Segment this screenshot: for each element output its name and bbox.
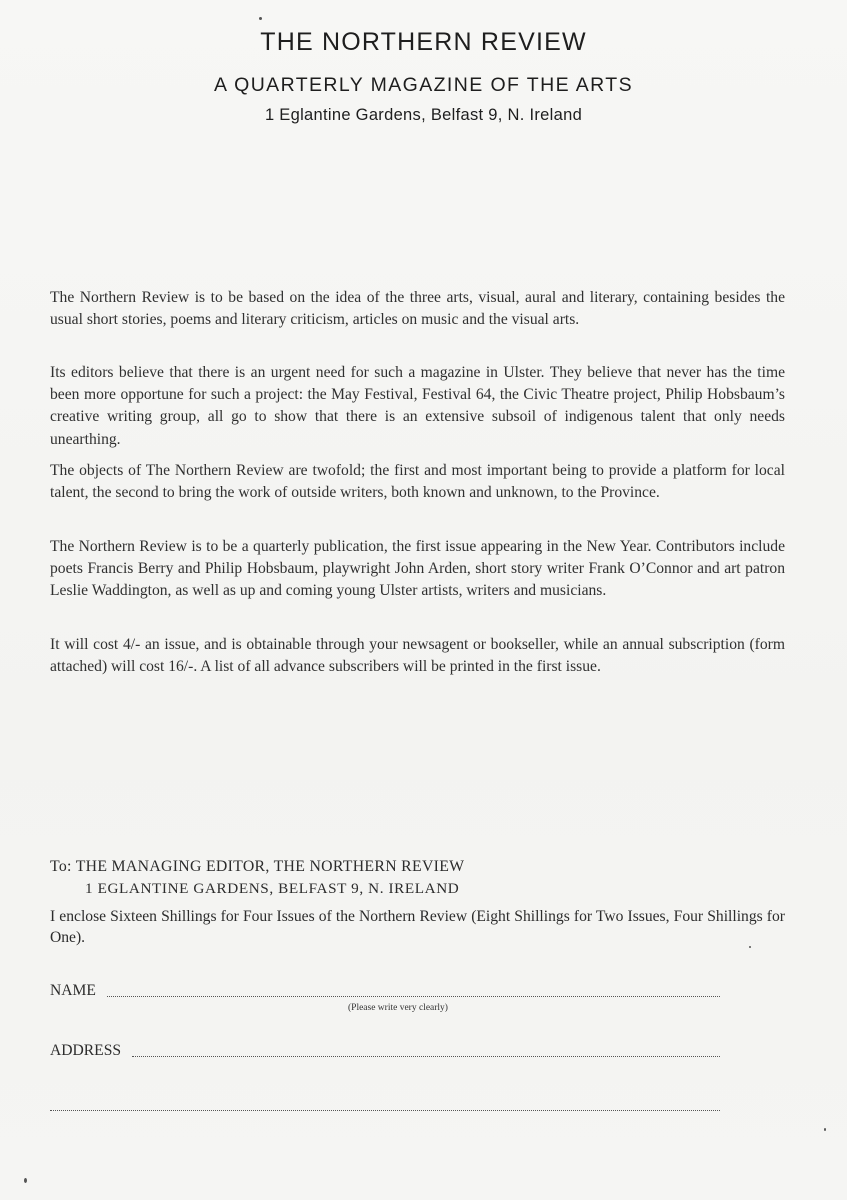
name-field[interactable]	[107, 996, 720, 997]
body-paragraph-objects: The objects of The Northern Review are twofold; the first and most important being to provide a platform for local talent, the second to bring the work of outside writers, both known and unknown, to the Province.	[50, 462, 785, 502]
address-field-line-2[interactable]	[50, 1110, 720, 1111]
body-paragraph-intro: The Northern Review is to be based on the idea of the three arts, visual, aural and literary, containing besides the usual short stories, poems and literary criticism, articles on music and the visual arts.	[50, 289, 785, 329]
body-paragraph-pricing: It will cost 4/- an issue, and is obtainable through your newsagent or bookseller, while an annual subscription (form attached) will cost 16/-. A list of all advance subscribers will be printed in the first issue.	[50, 636, 785, 676]
page-subtitle: A QUARTERLY MAGAZINE OF THE ARTS	[213, 74, 633, 96]
publisher-address: 1 Eglantine Gardens, Belfast 9, N. Ireland	[264, 106, 583, 124]
form-recipient-address: 1 EGLANTINE GARDENS, BELFAST 9, N. IRELAND	[85, 880, 460, 897]
address-field[interactable]	[132, 1056, 720, 1057]
name-label: NAME	[50, 982, 96, 999]
paper-speck	[24, 1178, 27, 1183]
page-title: THE NORTHERN REVIEW	[260, 28, 587, 56]
paper-speck	[824, 1128, 826, 1131]
form-enclosure-statement: I enclose Sixteen Shillings for Four Issues of the Northern Review (Eight Shillings for Two Issues, Four Shillings for One).	[50, 908, 785, 946]
paper-speck	[259, 17, 262, 20]
body-paragraph-contributors: The Northern Review is to be a quarterly publication, the first issue appearing in the New Year. Contributors include poets Francis Berry and Philip Hobsbaum, playwright John Arden, short story writer Frank O’Connor and art patron Leslie Waddington, as well as up and coming young Ulster artists, writers and musicians.	[50, 538, 785, 600]
form-recipient: To: THE MANAGING EDITOR, THE NORTHERN REVIEW	[50, 858, 465, 875]
name-field-hint: (Please write very clearly)	[348, 1003, 448, 1013]
address-label: ADDRESS	[50, 1042, 122, 1059]
body-paragraph-need: Its editors believe that there is an urgent need for such a magazine in Ulster. They believe that never has the time been more opportune for such a project: the May Festival, Festival 64, the Civic Theatre project, Philip Hobsbaum’s creative writing group, all go to show that there is an extensive subsoil of indigenous talent that only needs unearthing.	[50, 364, 785, 448]
paper-speck	[749, 946, 751, 948]
